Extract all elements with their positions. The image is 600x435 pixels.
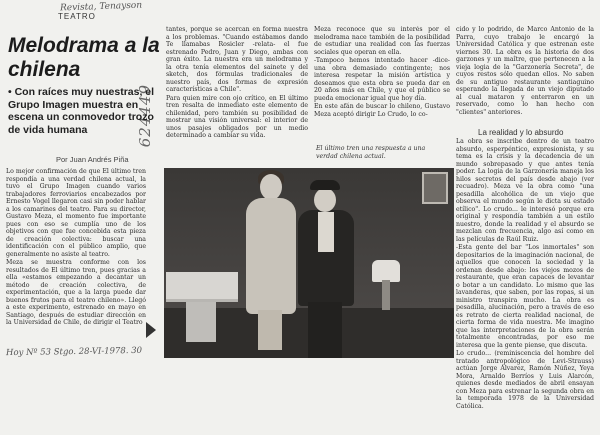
stage-photo: [164, 168, 454, 358]
article-subtitle: • Con raíces muy nuestras, el Grupo Imagen muestra en escena un conmovedor trozo de vida humana: [8, 86, 155, 136]
handwritten-archive-number: 624449: [136, 84, 154, 148]
actress-dress: [246, 198, 296, 314]
section-label: TEATRO: [58, 12, 96, 21]
actor-legs: [308, 302, 342, 358]
section-subheading: La realidad y lo absurdo: [478, 128, 564, 137]
article-title: Melodrama a la chilena: [8, 34, 160, 81]
column-1: [6, 168, 146, 344]
byline: Por Juan Andrés Piña: [56, 155, 129, 164]
column-5: [456, 138, 594, 430]
paragraph: Meza reconoce que su interés por el melodrama nace también de la posibilidad de estudiar una realidad con las fuerzas sociales que operan en ella.: [314, 26, 450, 56]
paragraph: tantes, porque se acercan en forma nuestra a los problemas. "Cuando estábamos dando Te llamabas Rosicler -relata- el fue estrenado Pedro, Juan y Diego, ambas con gran éxito. La nuestra era un melodrama y la otra tenía elementos del sainete y del sketch, dos fórmulas tradicionales de nuestro país, dos formas de expresión características a Chile".: [166, 26, 308, 93]
lamp-base: [382, 280, 390, 310]
paragraph: La obra se inscribe dentro de un teatro absurdo, esperpéntico, expresionista, y su tema es la crisis y la decadencia de un mundo sobrepasado y que antes tenía poder. La logia de la Garzonería maneja los hilos secretos del país desde abajo (ver recuadro). Meza ve la obra como "una pesadilla alcohólica de un viejo que observa el mundo según le dicta su estado etílico". Lo crudo... le interesó porque era original y respondía también a un estilo nuestro, donde la realidad y el absurdo se mezclan con frecuencia, algo así como en las películas de Raúl Ruiz.: [456, 138, 594, 243]
actress-legs: [258, 310, 282, 350]
handwritten-date-note: Hoy Nº 53 Stgo. 28-VI-1978. 30: [5, 345, 143, 359]
paragraph: Meza se muestra conforme con los resultados de El último tren, pues gracias a ella «estamos empezando a decantar un método de creación colectiva, de experimentación, que a la larga puede dar buenos frutos para el teatro chileno». Llegó a este experimento, estrenado en mayo en Santiago, después de estudiar dirección en la Universidad de Chile, de dirigir el Teatro: [6, 259, 146, 326]
paragraph: Para quien mire con ojo crítico, en El último tren resalta de inmediato este elemento de chilenidad, pero también su posibilidad de mostrar una visión universal: el interior de unos pasajes obligados por un medio determinado a cambiar su vida.: [166, 94, 308, 139]
paragraph: cido y lo podrido, de Marco Antonio de la Parra, cuyo trabajo le encargó la Universidad Católica y que estrenan este viernes 30. La obra es la historia de dos garzones y un maître, que pertenecen a la vieja logia de la "Garzonería Secreta", de cuyos restos sólo quedan ellos. No saben de su antiguo restaurante santiaguino esperando la llegada de un viejo diputado al cual mataron y enterraron en un reservado, como lo han hecho con "clientes" anteriores.: [456, 26, 594, 116]
picture-frame: [422, 172, 448, 204]
actor-head: [314, 188, 336, 212]
paragraph: Lo mejor confirmación de que El último tren respondía a una verdad chilena actual, la tuvo el Grupo Imagen cuando varios trabajadores ferroviarios encabezados por Ernesto Vogel llegaron casi sin poder hablar a los camarines del teatro. Para su director, Gustavo Meza, el momento fue importante pues con eso se cumplía uno de los objetivos con que fue concebida esta pieza de creación colectiva: buscar una identificación con el público amplio, que generalmente no asiste al teatro.: [6, 168, 146, 258]
handwritten-source-note: Revista, Tenayson: [59, 0, 143, 14]
actress-head: [260, 174, 282, 200]
column-3: [314, 26, 450, 136]
actor-shirt: [318, 212, 334, 252]
paragraph: -Tampoco hemos intentado hacer -dice- una obra demasiado contingente; nos interesa respetar la misión artística y deseamos que esta obra se pueda dar en 20 años más en Chile, y que el público se pueda emocionar igual que hoy día.: [314, 57, 450, 102]
table-with-cloth: [166, 272, 238, 302]
column-2: [166, 26, 308, 170]
table-leg: [186, 302, 216, 342]
lamp-shade: [372, 260, 400, 282]
paragraph: En este afán de buscar lo chileno, Gustavo Meza aceptó dirigir Lo Crudo, lo co-: [314, 103, 450, 118]
photo-caption: El último tren una respuesta a una verdad chilena actual.: [316, 145, 426, 160]
paragraph: -Esta gente del bar "Los inmortales" son depositarios de la imaginación nacional, de aquellos que conocen la sociedad y la ordenan desde abajo: los viejos mozos de restaurante, que eran capaces de levantar o botar a un candidato. Lo mismo que las lavanderas, que saben, por las ropas, si un ministro transpira mucho. La obra es pesadilla, alucinación, pero a través de eso es retrato de cierta realidad nacional, de cierta forma de vida nuestra. Me imagino que las interpretaciones de la obra serán totalmente encontradas, por eso me interesa que la gente piense, que discuta.: [456, 244, 594, 349]
continue-arrow-icon: [146, 322, 156, 338]
actor-cap: [310, 180, 340, 190]
column-4: [456, 26, 594, 130]
paragraph: Lo crudo... (reminiscencia del hombre del tratado antropológico de Levi-Strauss) actúan Jorge Álvarez, Ramón Núñez, Yeya Mora, Arnaldo Berríos y Luis Alarcón, quienes desde mediados de abril ensayan con Meza para estrenar la segunda obra en la temporada 1978 de la Universidad Católica.: [456, 350, 594, 410]
